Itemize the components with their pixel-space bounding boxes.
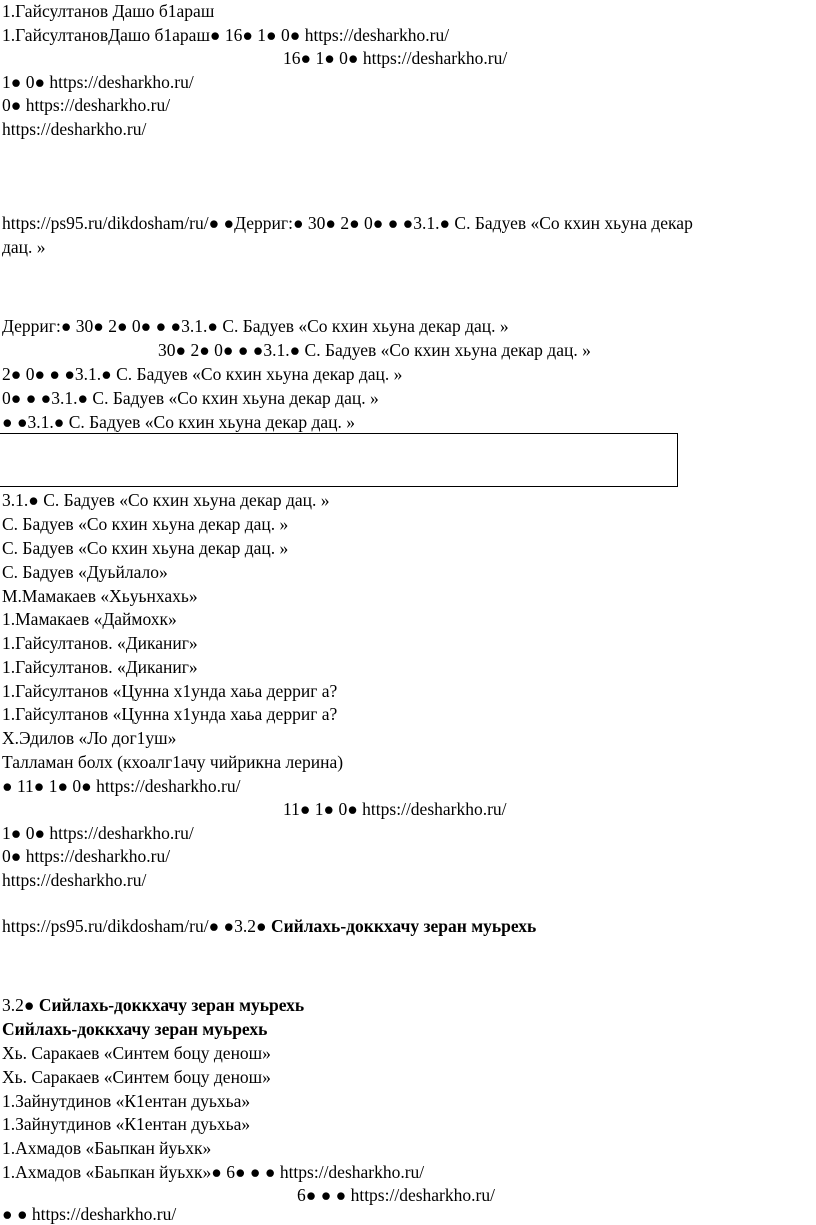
text-line: 1.Гайсултанов. «Диканиг» (2, 633, 198, 653)
text-line: 1.ГайсултановДашо б1араш● 16● 1● 0● https://desharkho.ru/ (2, 25, 450, 45)
text-line: 2● 0● ● ●3.1.● С. Бадуев «Со кхин хьуна декар дац. » (2, 364, 403, 384)
text-line (2, 994, 304, 1016)
text-line: С. Бадуев «Дуьйлало» (2, 562, 168, 582)
section-heading: Сийлахь-доккхачу зеран муьрехь (38, 995, 305, 1015)
text-line: 30● 2● 0● ● ●3.1.● С. Бадуев «Со кхин хьуна декар дац. » (158, 340, 591, 360)
text-line: 1.Зайнутдинов «К1ентан дуьхьа» (2, 1114, 251, 1134)
text-span: 3.2● (2, 995, 39, 1015)
text-line: С. Бадуев «Со кхин хьуна декар дац. » (2, 538, 289, 558)
text-line: 16● 1● 0● https://desharkho.ru/ (283, 48, 508, 68)
text-line: 3.1.● С. Бадуев «Со кхин хьуна декар дац. » (2, 490, 330, 510)
text-line: 6● ● ● https://desharkho.ru/ (297, 1185, 495, 1205)
text-span: https://ps95.ru/dikdosham/ru/● ●3.2● (2, 916, 271, 936)
text-line: 1.Ахмадов «Баьпкан йуьхк»● 6● ● ● https://desharkho.ru/ (2, 1162, 425, 1182)
text-line: Хь. Саракаев «Синтем боцу денош» (2, 1043, 271, 1063)
text-line: Талламан болх (кхоалг1ачу чийрикна лерина) (2, 752, 344, 772)
text-line: дац. » (2, 237, 46, 257)
text-line: 1.Гайсултанов. «Диканиг» (2, 657, 198, 677)
empty-bordered-box (0, 433, 678, 487)
text-line: 11● 1● 0● https://desharkho.ru/ (283, 799, 507, 819)
text-line: ● 11● 1● 0● https://desharkho.ru/ (2, 776, 241, 796)
text-line: https://desharkho.ru/ (2, 870, 147, 890)
text-line: Хь. Саракаев «Синтем боцу денош» (2, 1067, 271, 1087)
text-line: М.Мамакаев «Хьуьнхахь» (2, 586, 198, 606)
text-line: ● ●3.1.● С. Бадуев «Со кхин хьуна декар дац. » (2, 412, 356, 432)
text-line: 1● 0● https://desharkho.ru/ (2, 823, 194, 843)
text-line: 0● https://desharkho.ru/ (2, 95, 171, 115)
text-line: https://desharkho.ru/ (2, 119, 147, 139)
text-line: ● ● https://desharkho.ru/ (2, 1204, 177, 1224)
text-line: 1.Гайсултанов «Цунна х1унда хаьа дерриг а? (2, 704, 338, 724)
text-line: Дерриг:● 30● 2● 0● ● ●3.1.● С. Бадуев «Со кхин хьуна декар дац. » (2, 316, 509, 336)
text-line: 1.Гайсултанов Дашо б1араш (2, 1, 215, 21)
text-line: 0● https://desharkho.ru/ (2, 846, 171, 866)
text-line: 1.Мамакаев «Даймохк» (2, 609, 177, 629)
section-heading: Сийлахь-доккхачу зеран муьрехь (2, 1019, 268, 1039)
text-line: 1.Зайнутдинов «К1ентан дуьхьа» (2, 1091, 251, 1111)
text-line: 1.Гайсултанов «Цунна х1унда хаьа дерриг а? (2, 681, 338, 701)
text-line: 1● 0● https://desharkho.ru/ (2, 72, 194, 92)
text-line: 0● ● ●3.1.● С. Бадуев «Со кхин хьуна декар дац. » (2, 388, 379, 408)
text-line: 1.Ахмадов «Баьпкан йуьхк» (2, 1138, 212, 1158)
text-line: С. Бадуев «Со кхин хьуна декар дац. » (2, 514, 289, 534)
text-line: https://ps95.ru/dikdosham/ru/● ●Дерриг:● 30● 2● 0● ● ●3.1.● С. Бадуев «Со кхин хьуна декар (2, 213, 693, 233)
section-heading: Сийлахь-доккхачу зеран муьрехь (270, 916, 537, 936)
text-line (2, 915, 536, 937)
text-line: Х.Эдилов «Ло дог1уш» (2, 728, 177, 748)
